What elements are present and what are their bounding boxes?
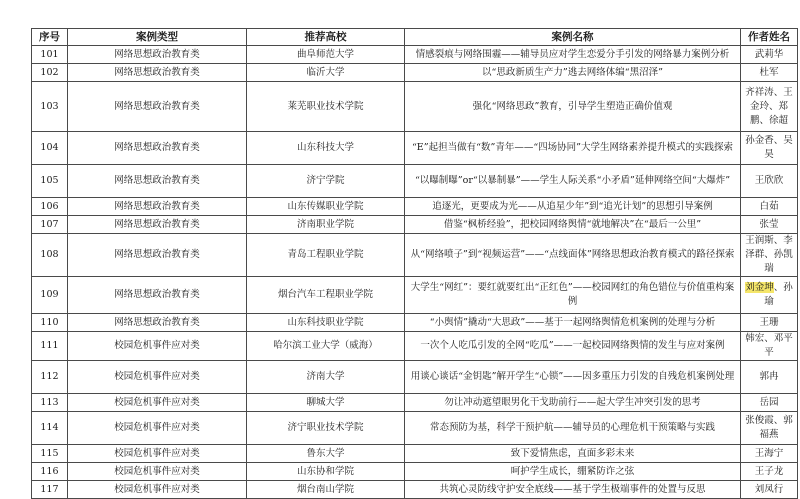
table-row xyxy=(32,132,798,165)
cell-name: 常态预防为基，科学干预护航——辅导员的心理危机干预策略与实践 xyxy=(405,412,741,445)
cell-school: 烟台南山学院 xyxy=(247,481,405,499)
cell-school: 山东传媒职业学院 xyxy=(247,198,405,216)
cell-name: 勿让冲动遮望眼男化干戈助前行——起大学生冲突引发的思考 xyxy=(405,394,741,412)
table-row xyxy=(32,463,798,481)
cell-author: 武莉华 xyxy=(741,46,798,64)
table-row xyxy=(32,216,798,234)
table-row xyxy=(32,82,798,132)
cell-school: 鲁东大学 xyxy=(247,445,405,463)
cell-author: 王珊 xyxy=(741,314,798,332)
table-row xyxy=(32,412,798,445)
header-name: 案例名称 xyxy=(405,29,741,46)
table-row xyxy=(32,64,798,82)
case-table xyxy=(31,28,798,499)
cell-type: 网络思想政治教育类 xyxy=(68,46,247,64)
table-row xyxy=(32,198,798,216)
cell-no: 117 xyxy=(32,481,68,499)
cell-author: 刘凤行 xyxy=(741,481,798,499)
header-type: 案例类型 xyxy=(68,29,247,46)
cell-author: 王海宁 xyxy=(741,445,798,463)
cell-school: 济宁学院 xyxy=(247,165,405,198)
cell-name: 追逐光，更要成为光——从追星少年”到“追光计划”的思想引导案例 xyxy=(405,198,741,216)
case-list-document xyxy=(31,28,798,499)
cell-no: 105 xyxy=(32,165,68,198)
cell-school: 济南职业学院 xyxy=(247,216,405,234)
cell-type: 校园危机事件应对类 xyxy=(68,412,247,445)
cell-name: “小舆情”撬动“大思政”——基于一起网络舆情危机案例的处理与分析 xyxy=(405,314,741,332)
cell-name: 致下爱情焦虑，直面多彩未来 xyxy=(405,445,741,463)
cell-name: 一次个人吃瓜引发的全网“吃瓜”——一起校园网络舆情的发生与应对案例 xyxy=(405,332,741,361)
cell-type: 网络思想政治教育类 xyxy=(68,216,247,234)
cell-author: 王子龙 xyxy=(741,463,798,481)
cell-author: 王欣欣 xyxy=(741,165,798,198)
table-row xyxy=(32,361,798,394)
table-row xyxy=(32,234,798,277)
cell-type: 校园危机事件应对类 xyxy=(68,394,247,412)
highlighted-author-name: 刘金坤 xyxy=(745,282,774,293)
cell-author: 韩宏、邓平平 xyxy=(741,332,798,361)
cell-author: 杜军 xyxy=(741,64,798,82)
cell-name: 从“网络喷子”到“视频运营”——“点线面体”网络思想政治教育模式的路径探索 xyxy=(405,234,741,277)
cell-name: 以“思政新质生产力”逃去网络体编“黑沼泽” xyxy=(405,64,741,82)
cell-author: 白茹 xyxy=(741,198,798,216)
cell-author: 岳园 xyxy=(741,394,798,412)
header-author: 作者姓名 xyxy=(741,29,798,46)
table-row xyxy=(32,46,798,64)
cell-name: “E”起担当做有“数”青年——“四场协同”大学生网络素养提升模式的实践探索 xyxy=(405,132,741,165)
cell-name: 借鉴“枫桥经验”，把校园网络舆情“就地解决”在“最后一公里” xyxy=(405,216,741,234)
cell-author: 郭冉 xyxy=(741,361,798,394)
cell-no: 106 xyxy=(32,198,68,216)
cell-type: 网络思想政治教育类 xyxy=(68,82,247,132)
cell-author: 孙金香、吴昊 xyxy=(741,132,798,165)
cell-no: 107 xyxy=(32,216,68,234)
table-row xyxy=(32,481,798,499)
cell-no: 110 xyxy=(32,314,68,332)
cell-name: 强化“网络思政”教育，引导学生塑造正确价值观 xyxy=(405,82,741,132)
cell-school: 青岛工程职业学院 xyxy=(247,234,405,277)
cell-no: 108 xyxy=(32,234,68,277)
cell-school: 哈尔滨工业大学（威海） xyxy=(247,332,405,361)
cell-school: 济宁职业技术学院 xyxy=(247,412,405,445)
cell-school: 济南大学 xyxy=(247,361,405,394)
table-row xyxy=(32,314,798,332)
cell-type: 网络思想政治教育类 xyxy=(68,234,247,277)
cell-name: 共筑心灵防线守护安全底线——基于学生极端事件的处置与反思 xyxy=(405,481,741,499)
cell-type: 校园危机事件应对类 xyxy=(68,361,247,394)
cell-author: 张俊霞、郭福燕 xyxy=(741,412,798,445)
cell-school: 曲阜师范大学 xyxy=(247,46,405,64)
cell-school: 烟台汽车工程职业学院 xyxy=(247,277,405,314)
cell-school: 聊城大学 xyxy=(247,394,405,412)
cell-no: 113 xyxy=(32,394,68,412)
cell-type: 校园危机事件应对类 xyxy=(68,332,247,361)
cell-type: 校园危机事件应对类 xyxy=(68,463,247,481)
header-no: 序号 xyxy=(32,29,68,46)
cell-no: 104 xyxy=(32,132,68,165)
cell-no: 103 xyxy=(32,82,68,132)
cell-no: 101 xyxy=(32,46,68,64)
cell-name: 用谈心谈话“金钥匙”解开学生“心锁”——因多重压力引发的自残危机案例处理 xyxy=(405,361,741,394)
cell-school: 临沂大学 xyxy=(247,64,405,82)
cell-type: 校园危机事件应对类 xyxy=(68,481,247,499)
cell-no: 102 xyxy=(32,64,68,82)
cell-school: 山东科技大学 xyxy=(247,132,405,165)
header-school: 推荐高校 xyxy=(247,29,405,46)
cell-name: 情感裂痕与网络围霾——辅导员应对学生恋爱分手引发的网络暴力案例分析 xyxy=(405,46,741,64)
table-header-row xyxy=(32,29,798,46)
cell-author: 齐祥涛、王金玲、郑鹏、徐超 xyxy=(741,82,798,132)
cell-author: 王润斯、李泽群、孙凯瑞 xyxy=(741,234,798,277)
cell-type: 网络思想政治教育类 xyxy=(68,314,247,332)
cell-author xyxy=(741,277,798,314)
cell-type: 网络思想政治教育类 xyxy=(68,64,247,82)
cell-type: 网络思想政治教育类 xyxy=(68,198,247,216)
cell-type: 网络思想政治教育类 xyxy=(68,132,247,165)
cell-school: 山东科技职业学院 xyxy=(247,314,405,332)
cell-name: “以曝制曝”or“以暴制暴”——学生人际关系“小矛盾”延伸网络空间“大爆炸” xyxy=(405,165,741,198)
cell-type: 网络思想政治教育类 xyxy=(68,277,247,314)
cell-no: 109 xyxy=(32,277,68,314)
table-row xyxy=(32,394,798,412)
table-row xyxy=(32,332,798,361)
cell-school: 山东协和学院 xyxy=(247,463,405,481)
cell-author: 张莹 xyxy=(741,216,798,234)
cell-no: 111 xyxy=(32,332,68,361)
cell-school: 莱芜职业技术学院 xyxy=(247,82,405,132)
cell-no: 116 xyxy=(32,463,68,481)
cell-no: 112 xyxy=(32,361,68,394)
table-row xyxy=(32,165,798,198)
author-name-rest: 、孙瑜 xyxy=(764,282,793,307)
cell-name: 大学生“网红”：要红就要红出“正红色”——校园网红的角色错位与价值重构案例 xyxy=(405,277,741,314)
cell-name: 呵护学生成长，绷紧防诈之弦 xyxy=(405,463,741,481)
cell-type: 网络思想政治教育类 xyxy=(68,165,247,198)
cell-no: 115 xyxy=(32,445,68,463)
cell-type: 校园危机事件应对类 xyxy=(68,445,247,463)
table-row xyxy=(32,277,798,314)
cell-no: 114 xyxy=(32,412,68,445)
table-row xyxy=(32,445,798,463)
